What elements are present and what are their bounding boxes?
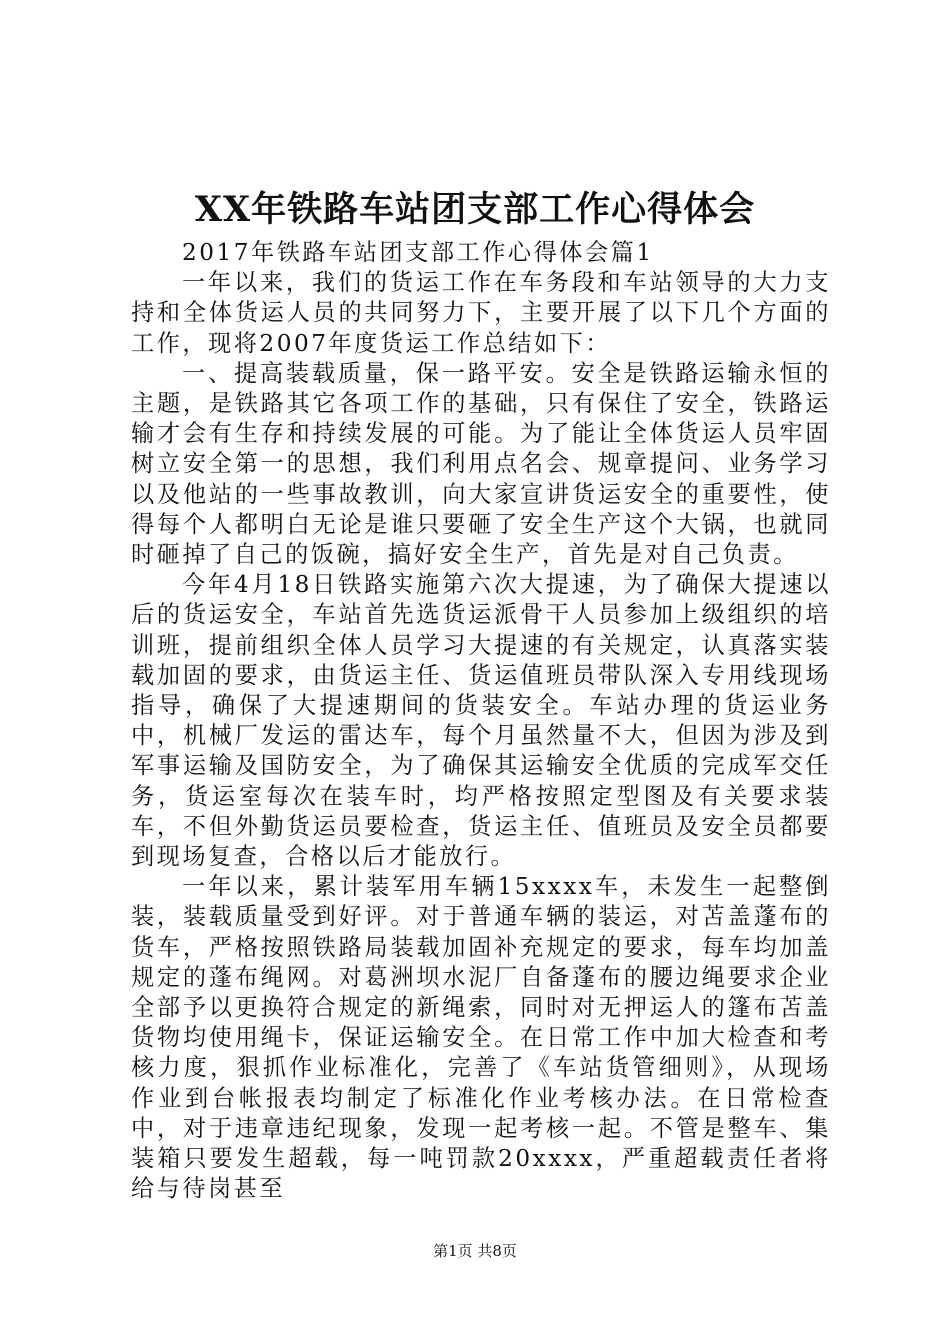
paragraph-safety: 一、提高装载质量，保一路平安。安全是铁路运输永恒的主题，是铁路其它各项工作的基础，只有保住了安全，铁路运输才会有生存和持续发展的可能。为了能让全体货运人员牢固树立安全第一的思想，我们利用点名会、规章提问、业务学习以及他站的一些事故教训，向大家宣讲货运安全的重要性，使得每个人都明白无论是谁只要砸了安全生产这个大锅，也就同时砸掉了自己的饭碗，搞好安全生产，首先是对自己负责。 — [131, 359, 831, 569]
page-footer: 第1页 共8页 — [433, 1242, 517, 1260]
paragraph-intro: 一年以来，我们的货运工作在车务段和车站领导的大力支持和全体货运人员的共同努力下，主要开展了以下几个方面的工作，现将2007年度货运工作总结如下： — [131, 269, 831, 357]
document-title: XX年铁路车站团支部工作心得体会 — [194, 189, 756, 230]
paragraph-loading: 一年以来，累计装军用车辆15xxxx车，未发生一起整倒装，装载质量受到好评。对于普通车辆的装运，对苫盖蓬布的货车，严格按照铁路局装载加固补充规定的要求，每车均加盖规定的蓬布绳网。对葛洲坝水泥厂自备蓬布的腰边绳要求企业全部予以更换符合规定的新绳索，同时对无押运人的篷布苫盖货物均使用绳卡，保证运输安全。在日常工作中加大检查和考核力度，狠抓作业标准化，完善了《车站货管细则》，从现场作业到台帐报表均制定了标准化作业考核办法。在日常检查中，对于违章违纪现象，发现一起考核一起。不管是整车、集装箱只要发生超载，每一吨罚款20xxxx，严重超载责任者将给与待岗甚至 — [131, 873, 831, 1203]
paragraph-subtitle: 2017年铁路车站团支部工作心得体会篇1 — [182, 239, 654, 266]
paragraph-speedup: 今年4月18日铁路实施第六次大提速，为了确保大提速以后的货运安全，车站首先选货运派骨干人员参加上级组织的培训班，提前组织全体人员学习大提速的有关规定，认真落实装载加固的要求，由货运主任、货运值班员带队深入专用线现场指导，确保了大提速期间的货装安全。车站办理的货运业务中，机械厂发运的雷达车，每个月虽然量不大，但因为涉及到军事运输及国防安全，为了确保其运输安全优质的完成军交任务，货运室每次在装车时，均严格按照定型图及有关要求装车，不但外勤货运员要检查，货运主任、值班员及安全员都要到现场复查，合格以后才能放行。 — [131, 571, 831, 871]
document-body — [131, 238, 831, 1205]
